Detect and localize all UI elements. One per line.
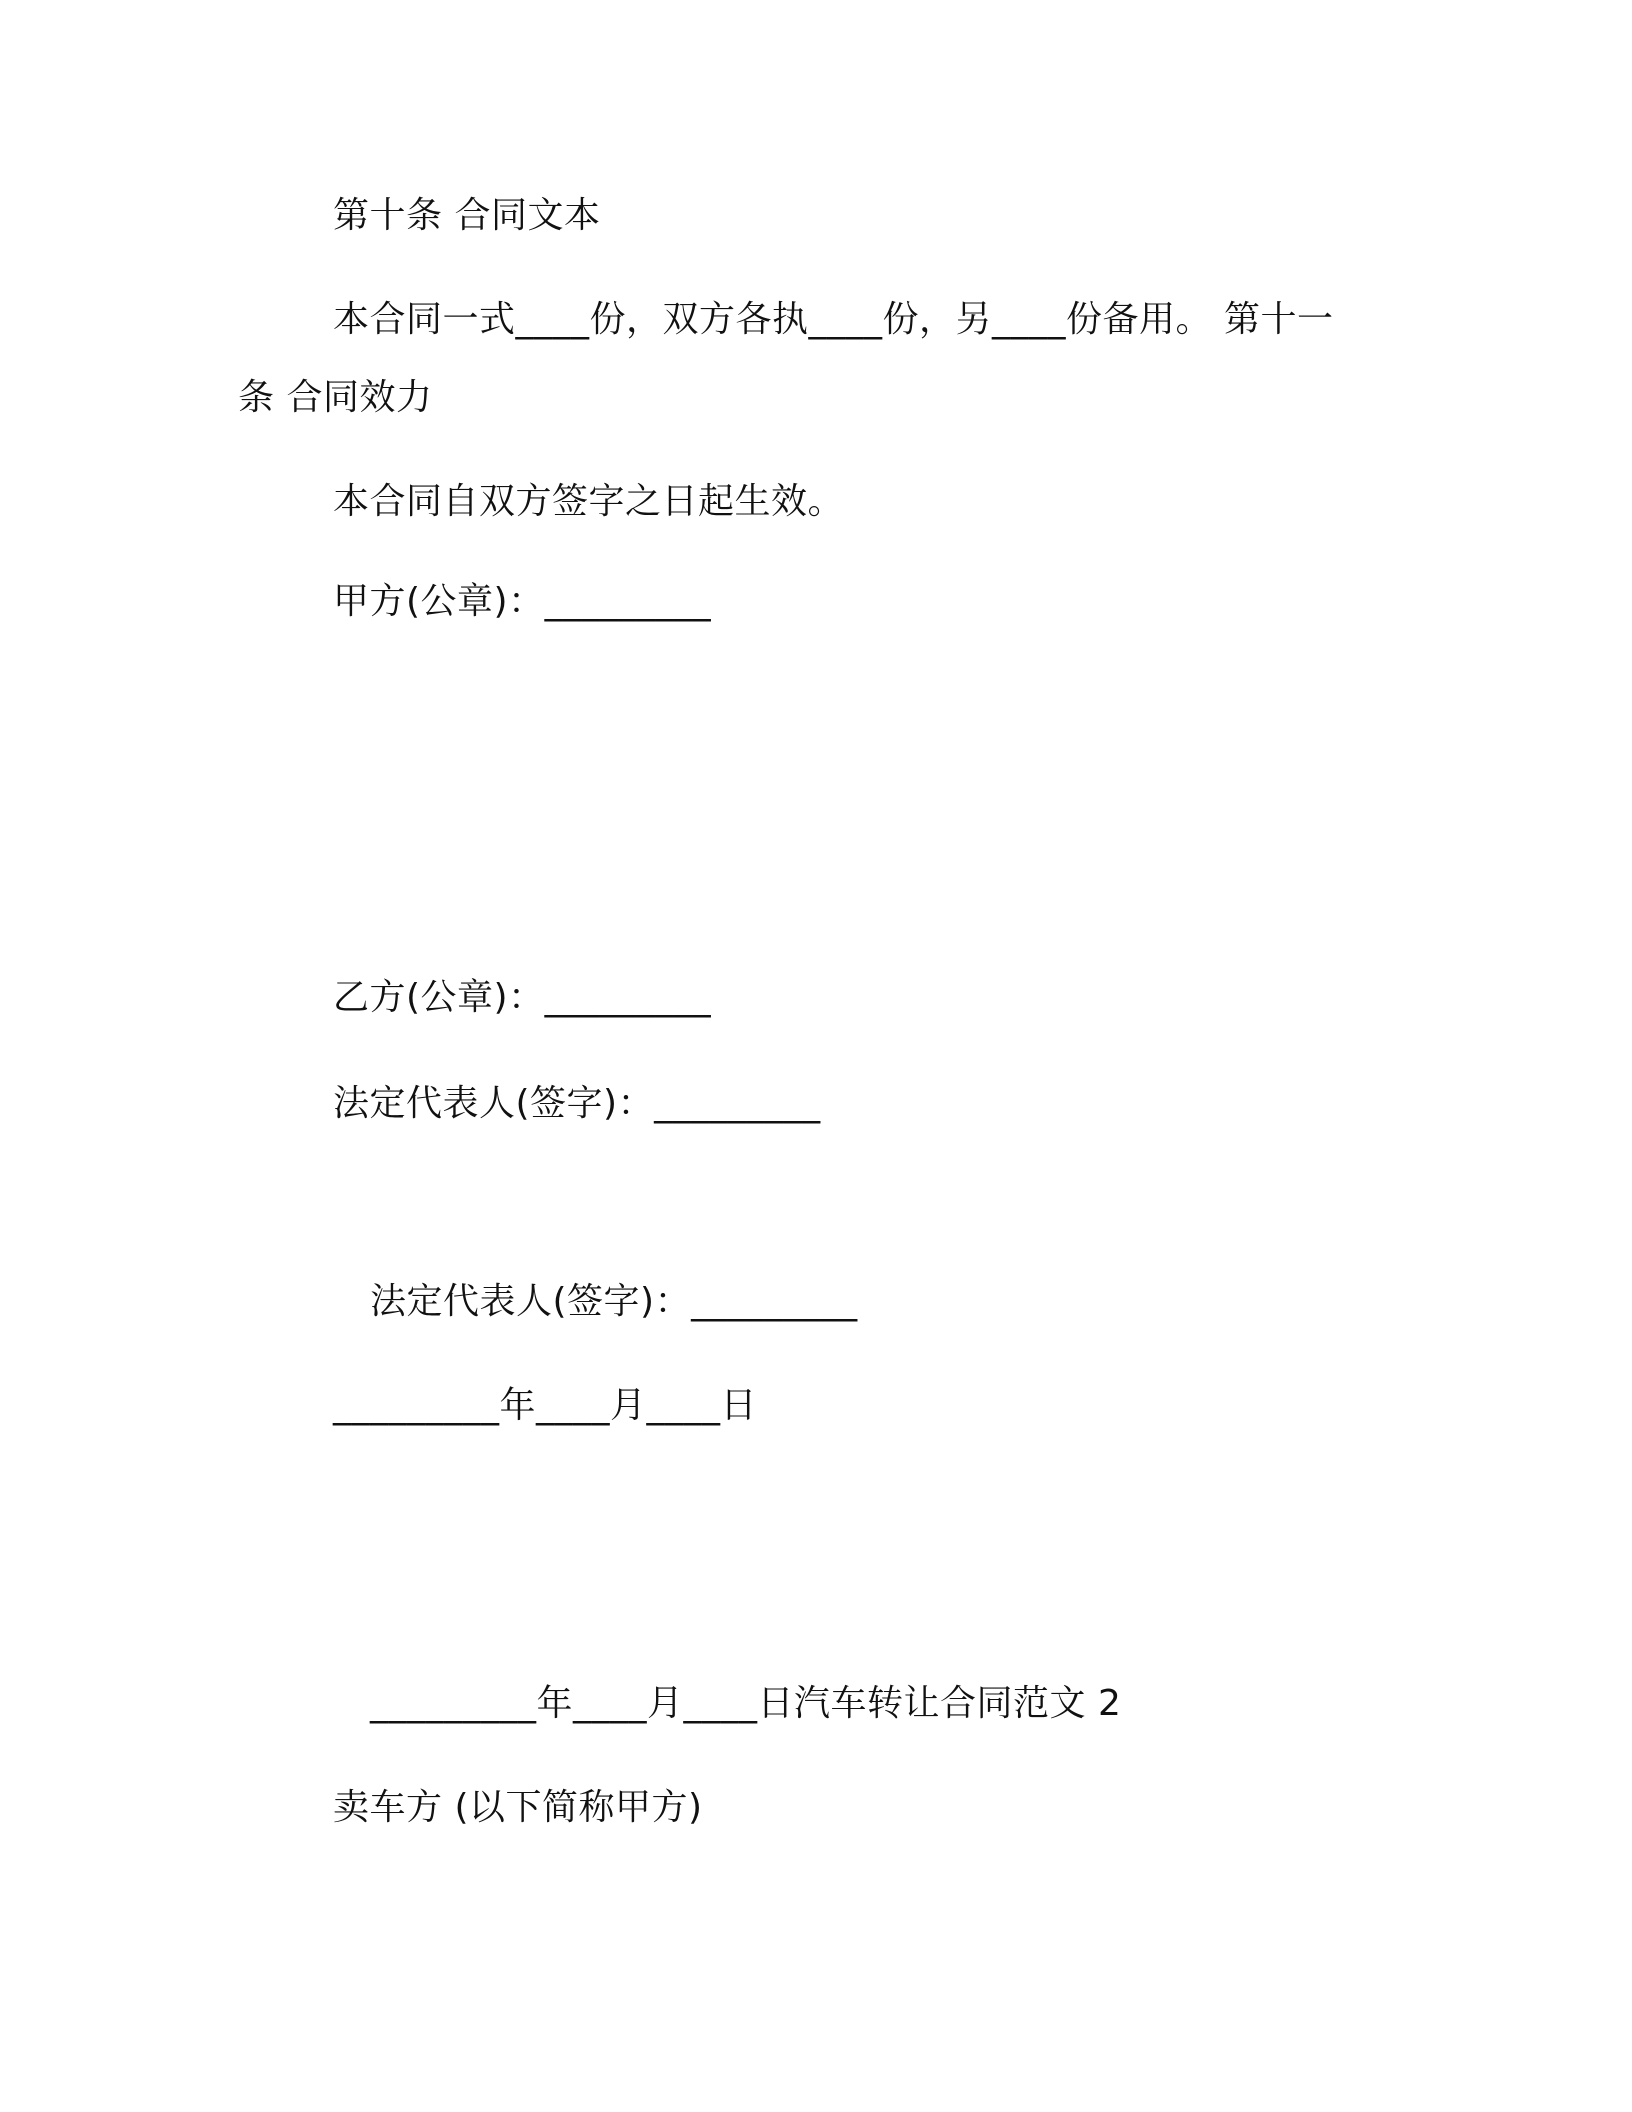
- party-a-seal-line: 甲方(公章)：_________: [333, 581, 712, 622]
- legal-rep-signature-line-2: 法定代表人(签字)：_________: [370, 1281, 858, 1322]
- section-heading-article-11: 条 合同效力: [238, 377, 433, 418]
- seller-heading: 卖车方 (以下简称甲方): [333, 1787, 703, 1828]
- paragraph-copies: 本合同一式____份，双方各执____份，另____份备用。 第十一: [333, 299, 1334, 340]
- date-line: _________年____月____日: [333, 1385, 757, 1426]
- section-heading-article-10: 第十条 合同文本: [333, 195, 601, 236]
- date-and-title-line: _________年____月____日汽车转让合同范文 2: [370, 1683, 1122, 1724]
- paragraph-effect: 本合同自双方签字之日起生效。: [333, 481, 845, 522]
- party-b-seal-line: 乙方(公章)：_________: [333, 977, 712, 1018]
- legal-rep-signature-line: 法定代表人(签字)：_________: [333, 1083, 821, 1124]
